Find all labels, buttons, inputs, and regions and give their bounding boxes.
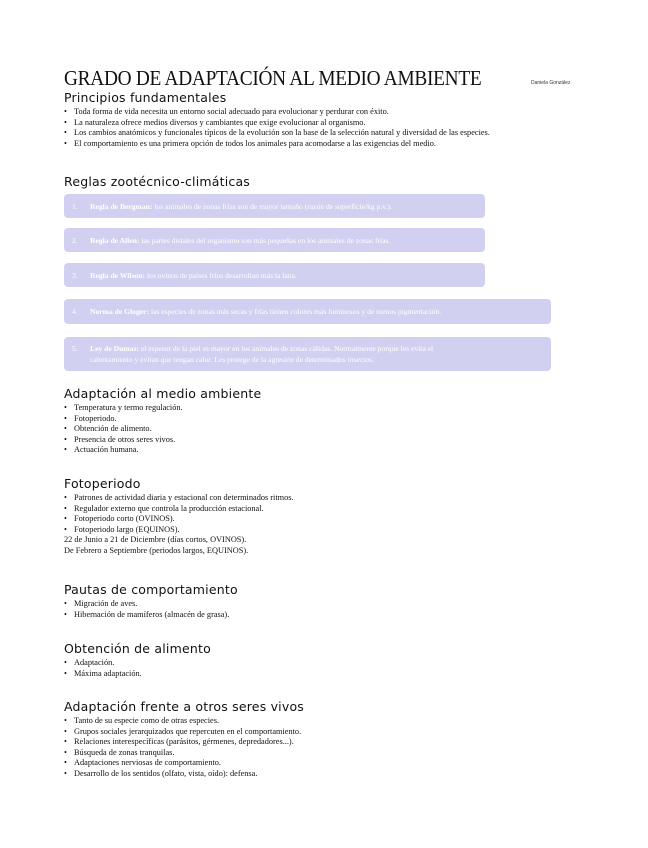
list-item: • Relaciones interespecíficas (parásitos, gérmenes, depredadores...). [64,737,304,748]
rule-box-4 [64,299,551,324]
section-fotoperiodo [64,476,294,556]
rule-text: las partes distales del organismo son más pequeñas en los animales de zonas frías. [141,235,391,245]
list-item: • Obtención de alimento. [64,424,261,435]
text-line: De Febrero a Septiembre (periodos largos, EQUINOS). [64,545,249,555]
section-pautas [64,582,238,620]
list-item: • Regulador externo que controla la producción estacional. [64,504,294,515]
list-item: • Toda forma de vida necesita un entorno social adecuado para evolucionar y perdurar con éxito. [64,107,490,118]
list-item: • Tanto de su especie como de otras especies. [64,716,304,727]
section-heading: Reglas zootécnico-climáticas [64,174,251,189]
section-otros-seres [64,699,304,779]
list-item: • Presencia de otros seres vivos. [64,435,261,446]
list-item: • Adaptaciones nerviosas de comportamiento. [64,758,304,769]
list-item: • Grupos sociales jerarquizados que repercuten en el comportamiento. [64,727,304,738]
rule-name: Regla de Allen: [90,235,140,245]
list-item: • Fotoperiodo largo (EQUINOS). [64,525,294,536]
rule-text: las especies de zonas más secas y frías tienen colores más luminosos y de menos pigmentación. [150,307,442,316]
bullet-list [64,107,490,149]
list-item: • Migración de aves. [64,599,238,610]
list-item: • Máxima adaptación. [64,669,211,680]
list-item: • Búsqueda de zonas tranquilas. [64,748,304,759]
list-item: • Los cambios anatómicos y funcionales típicos de la evolución son la base de la selección natural y diversidad de las especies. [64,128,490,139]
rule-box-3 [64,263,485,287]
text-line: 22 de Junio a 21 de Diciembre (días cortos, OVINOS). [64,535,247,544]
rule-text: el espesor de la piel es mayor en los animales de zonas cálidas. Normalmente porque les evita el [140,344,434,353]
section-heading: Adaptación frente a otros seres vivos [64,699,305,714]
rule-text-continued: calentamiento y evitan que tengan calor. Les protege de la agresión de determinados insectos. [90,355,375,364]
section-principios [64,90,490,149]
list-item: • El comportamiento es una primera opción de todos los animales para acomodarse a las exigencias del medio. [64,139,490,150]
list-item: • Desarrollo de los sentidos (olfato, vista, oído): defensa. [64,769,304,780]
list-item: • Patrones de actividad diaria y estacional con determinados ritmos. [64,493,294,504]
author-name: Daniela González [531,80,571,86]
rule-text: los ovinos de países fríos desarrollan más la lana. [146,270,297,280]
bullet-list [64,658,211,679]
rule-number: 5. [72,344,78,353]
section-adaptacion [64,386,261,456]
bullet-list [64,716,304,779]
section-obtencion [64,641,211,679]
rule-number: 2. [72,235,78,245]
list-item: • Actuación humana. [64,445,261,456]
rule-box-2 [64,228,485,252]
rule-box-5 [64,337,551,371]
rule-name: Regla de Bergman: [90,201,153,211]
section-heading: Pautas de comportamiento [64,582,238,597]
list-item: • Adaptación. [64,658,211,669]
page-title: GRADO DE ADAPTACIÓN AL MEDIO AMBIENTE [64,66,482,90]
rule-number: 3. [72,270,78,280]
section-heading: Adaptación al medio ambiente [64,386,262,401]
list-item: • Temperatura y termo regulación. [64,403,261,414]
rule-number: 4. [72,307,78,316]
rule-text: los animales de zonas frías son de mayor tamaño (razón de superficie/kg p.v.). [154,201,392,211]
list-item: • Fotoperiodo corto (OVINOS). [64,514,294,525]
rule-name: Norma de Gloger: [90,307,150,316]
section-heading: Fotoperiodo [64,476,141,491]
bullet-list [64,403,261,456]
section-reglas [64,174,250,191]
rule-number: 1. [72,201,78,211]
bullet-list [64,493,294,535]
rule-name: Regla de Wilson: [90,270,145,280]
list-item: • Hibernación de mamíferos (almacén de grasa). [64,610,238,621]
list-item: • La naturaleza ofrece medios diversos y cambiantes que exige evolucionar al organismo. [64,118,490,129]
rule-name: Ley de Dumas: [90,344,139,353]
section-heading: Obtención de alimento [64,641,211,656]
rule-box-1 [64,194,485,218]
section-heading: Principios fundamentales [64,90,227,105]
list-item: • Fotoperiodo. [64,414,261,425]
bullet-list [64,599,238,620]
